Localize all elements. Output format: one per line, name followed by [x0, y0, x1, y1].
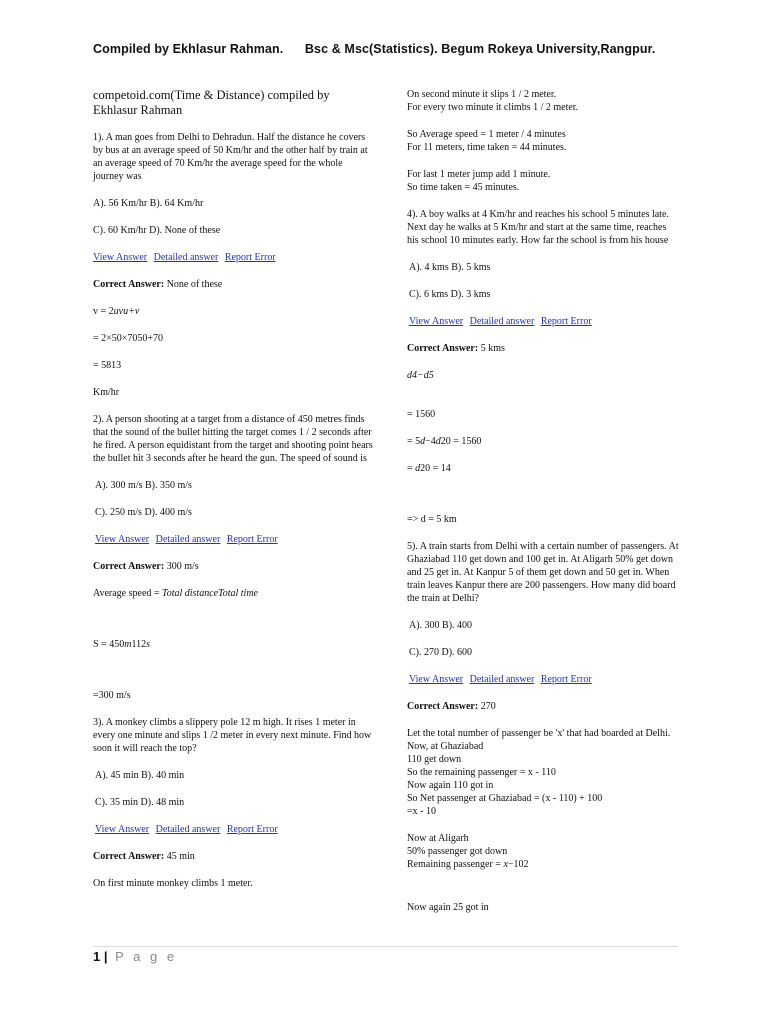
solution-line: Average speed = Total distanceTotal time: [93, 588, 258, 599]
report-error-link[interactable]: Report Error: [540, 316, 592, 327]
left-column: [93, 88, 375, 904]
question-5-solution: [407, 727, 679, 818]
question-3-options-ab: A). 45 min B). 40 min: [95, 770, 185, 781]
solution-line: S = 450m112s: [93, 639, 150, 650]
report-error-link[interactable]: Report Error: [224, 252, 276, 263]
detailed-answer-link[interactable]: Detailed answer: [469, 316, 535, 327]
solution-line: For last 1 meter jump add 1 minute.: [407, 169, 551, 180]
report-error-link[interactable]: Report Error: [226, 534, 278, 545]
detailed-answer-link[interactable]: Detailed answer: [155, 534, 221, 545]
solution-line: For 11 meters, time taken = 44 minutes.: [407, 142, 567, 153]
question-4-correct-answer: Correct Answer: 5 kms: [407, 343, 505, 354]
solution-line: = 1560: [407, 409, 436, 420]
solution-line: For every two minute it climbs 1 / 2 meter.: [407, 102, 579, 113]
solution-line: So the remaining passenger = x - 110: [407, 767, 556, 778]
solution-line: Now again 110 got in: [407, 780, 494, 791]
solution-line: Km/hr: [93, 387, 120, 398]
question-4-options-cd: C). 6 kms D). 3 kms: [409, 289, 491, 300]
view-answer-link[interactable]: View Answer: [93, 252, 148, 263]
question-1-options-cd: C). 60 Km/hr D). None of these: [93, 225, 221, 236]
solution-line: 110 get down: [407, 754, 462, 765]
question-3-options-cd: C). 35 min D). 48 min: [95, 797, 185, 808]
view-answer-link[interactable]: View Answer: [95, 534, 150, 545]
question-5-text: 5). A train starts from Delhi with a certain number of passengers. At Ghaziabad 110 get down and 100 get in. At Aligarh 50% get down and 25 get in. At Kanpur 5 of them get down and 50 get in. When train leaves Kanpur there are 200 passengers. How many did board the train at Delhi?: [407, 541, 679, 604]
page-separator: |: [100, 949, 112, 964]
document-title: competoid.com(Time & Distance) compiled by Ekhlasur Rahman: [93, 88, 330, 117]
solution-line: 50% passenger got down: [407, 846, 508, 857]
header-author: Compiled by Ekhlasur Rahman.: [93, 42, 284, 56]
solution-line: On first minute monkey climbs 1 meter.: [93, 878, 253, 889]
question-1-correct-answer: Correct Answer: None of these: [93, 279, 223, 290]
question-2-options-cd: C). 250 m/s D). 400 m/s: [95, 507, 192, 518]
question-2-correct-answer: Correct Answer: 300 m/s: [93, 561, 199, 572]
solution-line: So Net passenger at Ghaziabad = (x - 110) + 100: [407, 793, 603, 804]
solution-line: = 5813: [93, 360, 122, 371]
question-2-text: 2). A person shooting at a target from a distance of 450 metres finds that the sound of the bullet hitting the target comes 1 / 2 seconds after he fired. A person equidistant from the target and shooting point hears the bullet hit 3 seconds after he heard the gun. The speed of sound is: [93, 414, 373, 464]
solution-line: Let the total number of passenger be 'x' that had boarded at Delhi.: [407, 728, 671, 739]
page-number: 1: [93, 949, 101, 964]
solution-line: =x - 10: [407, 806, 436, 817]
solution-line: Now again 25 got in: [407, 902, 489, 913]
detailed-answer-link[interactable]: Detailed answer: [155, 824, 221, 835]
solution-line: = d20 = 14: [407, 463, 451, 474]
page-footer: [93, 949, 177, 964]
solution-line: d4−d5: [407, 370, 434, 381]
solution-line: On second minute it slips 1 / 2 meter.: [407, 89, 557, 100]
question-4-text: 4). A boy walks at 4 Km/hr and reaches his school 5 minutes late. Next day he walks at 5 Km/hr and start at the same time, reaches his school 10 minutes early. How far the school is from his house: [407, 209, 669, 246]
page-word: P a g e: [115, 949, 178, 964]
question-3-correct-answer: Correct Answer: 45 min: [93, 851, 195, 862]
solution-line: Now at Aligarh: [407, 833, 469, 844]
view-answer-link[interactable]: View Answer: [409, 316, 464, 327]
question-1-text: 1). A man goes from Delhi to Dehradun. Half the distance he covers by bus at an average speed of 50 Km/hr and the other half by train at an average speed of 70 Km/hr the average speed for the whole journey was: [93, 132, 368, 182]
solution-line: = 2×50×7050+70: [93, 333, 164, 344]
detailed-answer-link[interactable]: Detailed answer: [469, 674, 535, 685]
header-affiliation: Bsc & Msc(Statistics). Begum Rokeya University,Rangpur.: [304, 42, 656, 56]
solution-line: v = 2uvu+v: [93, 306, 140, 317]
question-5-links: [407, 673, 679, 686]
question-3-text: 3). A monkey climbs a slippery pole 12 m high. It rises 1 meter in every one minute and slips 1 /2 meter in every next minute. Find how soon it will reach the top?: [93, 717, 372, 754]
solution-line: So time taken = 45 minutes.: [407, 182, 520, 193]
view-answer-link[interactable]: View Answer: [409, 674, 464, 685]
solution-line: = 5d−4d20 = 1560: [407, 436, 482, 447]
right-column: [407, 88, 679, 928]
question-3-links: [93, 823, 375, 836]
footer-divider: [93, 946, 678, 947]
view-answer-link[interactable]: View Answer: [95, 824, 150, 835]
page-header: [93, 42, 713, 56]
question-4-options-ab: A). 4 kms B). 5 kms: [409, 262, 491, 273]
question-5-solution-cont: [407, 832, 679, 871]
detailed-answer-link[interactable]: Detailed answer: [153, 252, 219, 263]
solution-line: Remaining passenger = x−102: [407, 859, 529, 870]
solution-line: => d = 5 km: [407, 514, 457, 525]
question-2-options-ab: A). 300 m/s B). 350 m/s: [95, 480, 192, 491]
report-error-link[interactable]: Report Error: [226, 824, 278, 835]
question-5-options-cd: C). 270 D). 600: [409, 647, 473, 658]
report-error-link[interactable]: Report Error: [540, 674, 592, 685]
question-4-links: [407, 315, 679, 328]
question-5-options-ab: A). 300 B). 400: [409, 620, 473, 631]
question-1-links: [93, 251, 375, 264]
solution-line: So Average speed = 1 meter / 4 minutes: [407, 129, 566, 140]
question-5-correct-answer: Correct Answer: 270: [407, 701, 496, 712]
solution-line: =300 m/s: [93, 690, 131, 701]
question-2-links: [93, 533, 375, 546]
solution-line: Now, at Ghaziabad: [407, 741, 484, 752]
question-1-options-ab: A). 56 Km/hr B). 64 Km/hr: [93, 198, 204, 209]
